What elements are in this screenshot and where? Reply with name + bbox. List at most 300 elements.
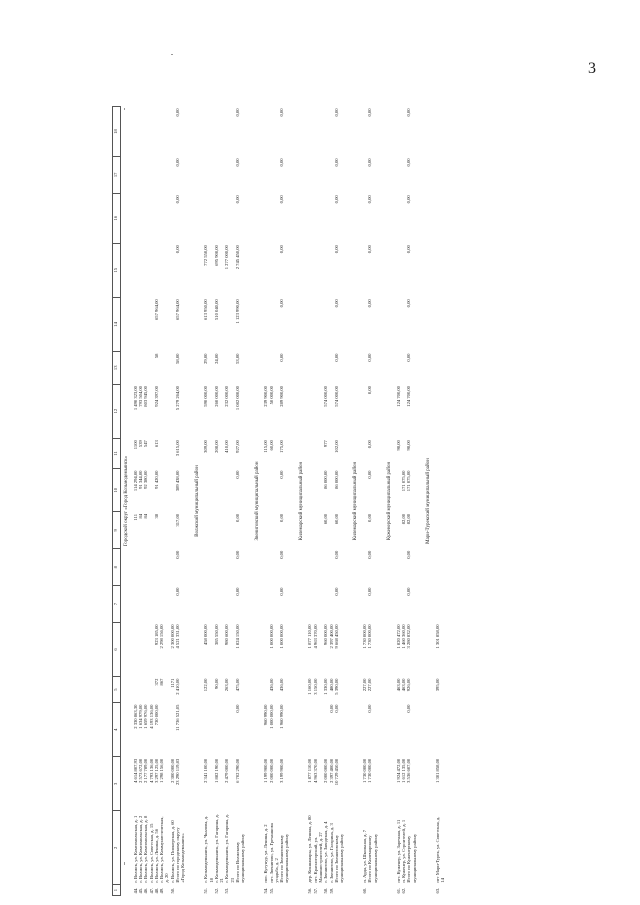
section-title: Звениговский муниципальный район (254, 461, 260, 541)
value-cell: 0,00 (406, 587, 412, 596)
value-cell (203, 193, 214, 243)
value-cell: 2 573 672,00 (138, 758, 144, 783)
value-cell (159, 193, 170, 243)
address-cell: г. Волжск, ул. Комсомольская, д. 8 (143, 815, 149, 883)
value-cell (313, 703, 324, 757)
value-cell: 82,00 (401, 513, 407, 525)
value-cell: 0,00 (175, 587, 180, 596)
table-row (435, 107, 446, 896)
value-cell (313, 243, 324, 297)
value-cell (203, 107, 214, 157)
value-cell (435, 469, 446, 512)
value-cell: 927,00 (235, 440, 240, 453)
value-cell: 0,00 (367, 550, 373, 559)
value-cell: 0,00 (333, 245, 339, 254)
value-cell: 0,00 (333, 550, 339, 559)
value-cell (214, 469, 225, 512)
value-cell: 1 730 000,00 (367, 758, 373, 783)
value-cell: 0,00 (406, 550, 412, 559)
value-cell (269, 193, 280, 243)
value-cell (269, 156, 280, 193)
value-cell (269, 469, 280, 512)
value-cell: 58 (153, 353, 159, 359)
value-cell: 0,00 (279, 195, 285, 204)
value-cell: 960 000,00 (323, 624, 329, 646)
value-cell (435, 107, 446, 157)
value-cell (269, 107, 280, 157)
value-cell: 0,00 (333, 587, 339, 596)
value-cell (224, 586, 235, 623)
value-cell (159, 243, 170, 297)
value-cell: 4 793 136,00 (148, 758, 154, 783)
column-number: 4 (113, 703, 121, 757)
value-cell: 0,00 (367, 470, 373, 479)
value-cell (435, 549, 446, 586)
value-cell: 239 900,00 (263, 386, 269, 407)
value-cell: 11 736 521,05 (175, 704, 180, 731)
value-cell: 0,00 (406, 245, 412, 254)
value-cell (203, 549, 214, 586)
value-cell (214, 549, 225, 586)
value-cell (203, 586, 214, 623)
value-cell: 1171 (169, 678, 175, 688)
address-cell: Итого по городскому округу «Город Козьмодемьянск» (175, 827, 186, 883)
value-cell: 574 000,00 (333, 386, 339, 407)
row-number (175, 885, 192, 896)
value-cell (435, 512, 446, 549)
value-cell: 2 000 000,00 (323, 758, 329, 783)
value-cell: 0,00 (235, 513, 240, 522)
value-cell: 389 438,00 (175, 470, 180, 492)
column-number: 12 (113, 384, 121, 438)
value-cell: 0,00 (333, 195, 339, 204)
value-cell (203, 512, 214, 549)
value-cell: 1 199 900,00 (263, 758, 269, 783)
value-cell: 463,00 (401, 678, 407, 692)
row-number: 57. (312, 887, 318, 894)
row-number: 54. (263, 887, 269, 894)
value-cell: 0,00 (367, 513, 373, 522)
value-cell: 0,00 (367, 386, 373, 395)
column-number: 11 (113, 438, 121, 468)
address-cell: г. Козьмодемьянск, ул. Гагарина, д. 21 (213, 814, 225, 883)
address-cell: пгт Мари-Турек, ул. Советская, д. 14 (434, 816, 445, 883)
address-cell: Итого по Волжскому муниципальному району (235, 833, 246, 883)
value-cell (269, 549, 280, 586)
value-cell: 3 536 607,00 (406, 758, 412, 783)
value-cell: 232 000,00 (224, 386, 230, 407)
value-cell: 2 330 863,30 (132, 704, 138, 729)
row-number (235, 885, 252, 896)
value-cell: 0,00 (235, 108, 240, 117)
value-cell: 1 301 858,00 (434, 624, 440, 649)
value-cell (224, 156, 235, 193)
value-cell: 0,00 (235, 550, 240, 559)
value-cell: 1 877 110,00 (307, 758, 313, 783)
value-cell: 0,00 (367, 704, 373, 713)
value-cell: 0,00 (175, 195, 180, 204)
value-cell (159, 549, 170, 586)
value-cell: 9 668 450,00 (333, 624, 339, 649)
value-cell: 1 000 000,00 (268, 704, 274, 729)
value-cell: 3 297 125,00 (153, 758, 159, 783)
value-cell: 10 729 450,00 (333, 758, 339, 786)
value-cell (435, 586, 446, 623)
value-cell: 124 700,00 (395, 386, 401, 407)
column-number: 1 (113, 885, 121, 896)
column-number: 17 (113, 156, 121, 193)
address-cell: г. Волжск, ул. Советская, д. 15 (148, 823, 154, 883)
value-cell: 0,00 (279, 299, 285, 308)
value-cell: 114 294,00 (132, 470, 138, 492)
address-cell: дер. Кокшамары, ул. Ленина, д. 80 (307, 815, 313, 883)
section-title: Волжский муниципальный район (194, 465, 200, 537)
address-cell: Итого по Звениговскому муниципальному району (279, 833, 290, 883)
section-header-row (350, 107, 362, 896)
value-cell: 1 460 360,00 (401, 624, 407, 649)
value-cell: 1 730 000,00 (362, 758, 368, 783)
value-cell: 0,00 (175, 108, 180, 117)
value-cell: 171 075,00 (406, 470, 412, 492)
table-row (313, 107, 324, 896)
table-row (159, 107, 170, 896)
column-number: 3 (113, 757, 121, 811)
value-cell: 0,00 (367, 587, 373, 596)
value-cell: 1 301 858,00 (434, 758, 440, 783)
value-cell: 92 380,00 (143, 470, 149, 489)
value-cell: 2 000 000,00 (268, 758, 274, 783)
value-cell: 574 000,00 (323, 386, 329, 407)
value-cell (313, 193, 324, 243)
row-number: 61. (395, 887, 401, 894)
column-number: 9 (113, 512, 121, 549)
value-cell: 4 963 370,00 (312, 624, 318, 649)
value-cell (224, 512, 235, 549)
row-number (279, 885, 296, 896)
value-cell: 82,00 (406, 513, 412, 525)
value-cell: 86 000,00 (323, 470, 329, 489)
value-cell: 227,00 (362, 678, 368, 692)
value-cell: 0,00 (235, 470, 240, 479)
value-cell (214, 156, 225, 193)
value-cell: 111 (132, 513, 138, 521)
value-cell (214, 703, 225, 757)
value-cell (159, 156, 170, 193)
value-cell: 171 075,00 (401, 470, 407, 492)
value-cell: 1 882 190,00 (213, 758, 219, 783)
column-number: 13 (113, 352, 121, 385)
row-number: 51. (203, 887, 209, 894)
section-title: Килемарский муниципальный район (353, 461, 359, 541)
value-cell: 260 000,00 (213, 386, 219, 407)
value-cell: 1 000 000,00 (268, 624, 274, 649)
value-cell: 2 298 156,00 (159, 624, 165, 649)
value-cell (214, 193, 225, 243)
value-cell: 1 960 990,00 (279, 704, 285, 729)
section-title: Килемарский муниципальный район (298, 461, 304, 541)
value-cell: 3 150,00 (312, 678, 318, 695)
value-cell: 1 877 110,00 (307, 624, 313, 649)
value-cell (224, 193, 235, 243)
value-cell (435, 352, 446, 385)
address-cell: г. Волжск, ул. Коммунистическая, д. 20 (159, 816, 170, 883)
row-number: 49. (159, 887, 165, 894)
section-title: Мари-Турекский муниципальный район (425, 458, 431, 544)
value-cell (435, 193, 446, 243)
column-number: 10 (113, 469, 121, 512)
value-cell: 60,00 (333, 513, 339, 525)
column-number: 7 (113, 586, 121, 623)
total-row (175, 107, 192, 896)
value-cell (159, 107, 170, 157)
value-cell (269, 243, 280, 297)
value-cell (313, 352, 324, 385)
value-cell (269, 297, 280, 351)
value-cell: 0,00 (235, 704, 240, 713)
value-cell: 475,00 (235, 678, 240, 692)
value-cell: 50 000,00 (268, 386, 274, 405)
address-cell: Итого по Звениговскому муниципальному району (333, 833, 345, 883)
value-cell: 90,00 (213, 678, 219, 689)
value-cell (269, 352, 280, 385)
value-cell: 436,00 (268, 678, 274, 692)
section-header-row (121, 107, 133, 896)
value-cell: 480,00 (328, 678, 334, 692)
value-cell: 0,00 (367, 353, 373, 362)
address-cell: Итого по Куженерскому муниципальному району (406, 833, 417, 883)
value-cell: 0,00 (279, 353, 285, 362)
value-cell: 0,00 (328, 704, 334, 713)
value-cell: 29,00 (203, 353, 209, 364)
column-number: 15 (113, 243, 121, 297)
value-cell: 1 123 990,00 (235, 299, 240, 324)
value-cell (203, 703, 214, 757)
row-number: 48. (153, 887, 159, 894)
value-cell (203, 469, 214, 512)
row-number (406, 885, 423, 896)
row-number: 60. (362, 887, 368, 894)
value-cell: 4 193 136,00 (148, 704, 154, 729)
value-cell: 977 (323, 440, 329, 448)
table-row (214, 107, 225, 896)
value-cell (159, 297, 170, 351)
value-cell: 1 330,00 (323, 678, 329, 695)
value-cell: 0,00 (175, 245, 180, 254)
table-row (203, 107, 214, 896)
value-cell: 53,00 (235, 353, 240, 364)
address-cell: г. Звенигово, ул. Заводская, д. 4 (323, 821, 329, 883)
value-cell: 1 820 472,00 (395, 624, 401, 649)
value-cell: 60,00 (268, 440, 274, 451)
value-cell: 3 280 832,00 (406, 624, 412, 649)
value-cell: 3 615,00 (175, 440, 180, 457)
value-cell: 436,00 (279, 678, 285, 692)
value-cell: 0,00 (279, 513, 285, 522)
value-cell (313, 549, 324, 586)
value-cell: 1 924 472,00 (395, 758, 401, 783)
value-cell (203, 156, 214, 193)
value-cell: 1 082 000,00 (235, 386, 240, 411)
value-cell: 695 900,00 (213, 245, 219, 266)
column-number-row (113, 107, 121, 896)
value-cell: 60,00 (323, 513, 329, 525)
value-cell: 0,00 (367, 195, 373, 204)
rotated-table-container (112, 106, 492, 896)
value-cell: 2 745 450,00 (235, 245, 240, 270)
value-cell: 122,00 (203, 678, 209, 692)
value-cell: 2 300 000,00 (169, 624, 175, 649)
value-cell: 4 963 370,00 (312, 758, 318, 783)
page-number: 3 (588, 60, 596, 77)
value-cell: 0,00 (406, 158, 412, 167)
address-cell: г. Волжск, ул. Ленина, д. 56 (153, 829, 159, 883)
value-cell: 1 160,00 (307, 678, 313, 695)
value-cell: 772 550,00 (203, 245, 209, 266)
value-cell (159, 703, 170, 757)
value-cell: 657 964,00 (153, 299, 159, 320)
value-cell: 0,00 (333, 353, 339, 362)
column-number: 5 (113, 677, 121, 703)
value-cell: 657 964,00 (175, 299, 180, 320)
value-cell (224, 469, 235, 512)
total-row (279, 107, 296, 896)
total-row (235, 107, 252, 896)
value-cell: 0,00 (406, 704, 412, 713)
total-row (406, 107, 423, 896)
total-row (367, 107, 384, 896)
value-cell: 0,00 (235, 587, 240, 596)
value-cell: 793 504,00 (138, 386, 144, 407)
value-cell: 24,00 (213, 353, 219, 364)
value-cell: 115,00 (263, 440, 269, 453)
table-body (121, 107, 446, 896)
value-cell: 23 290 119,83 (175, 758, 180, 786)
address-cell: г. Волжск, ул. Пионерская, д. 60 (169, 820, 175, 883)
value-cell: 803 945,00 (143, 386, 149, 407)
value-cell: 86 000,00 (333, 470, 339, 489)
value-cell (159, 384, 170, 438)
row-number (334, 885, 351, 896)
value-cell (269, 586, 280, 623)
capital-repair-table (112, 106, 445, 896)
value-cell (224, 703, 235, 757)
value-cell: 1 659 976,00 (143, 704, 149, 729)
value-cell: 5 390,00 (333, 678, 339, 695)
value-cell (269, 512, 280, 549)
value-cell: 867 (159, 678, 165, 686)
row-number: 46. (143, 887, 149, 894)
value-cell: 0,00 (235, 158, 240, 167)
value-cell: 2 397 400,00 (328, 758, 334, 783)
row-number: 45. (138, 887, 144, 894)
value-cell: 980 600,00 (224, 624, 230, 646)
value-cell (214, 586, 225, 623)
row-number: 52. (213, 887, 219, 894)
value-cell: 0,00 (333, 704, 339, 713)
value-cell: 175,00 (279, 440, 285, 453)
value-cell: 2 397 400,00 (328, 624, 334, 649)
value-cell: 1 730 000,00 (362, 624, 368, 649)
value-cell: 98,00 (406, 440, 412, 451)
value-cell (159, 512, 170, 549)
value-cell: 0,00 (367, 108, 373, 117)
value-cell: 124 700,00 (406, 386, 412, 407)
row-number: 53. (224, 887, 230, 894)
row-number: 58. (323, 887, 329, 894)
value-cell: 98,00 (395, 440, 401, 451)
value-cell: 1 612 135,00 (401, 758, 407, 783)
value-cell (159, 469, 170, 512)
value-cell (224, 549, 235, 586)
value-cell: 0,00 (235, 195, 240, 204)
value-cell: 0,00 (406, 299, 412, 308)
value-cell: 410,00 (224, 440, 230, 453)
column-number: 6 (113, 622, 121, 676)
value-cell: 38 (153, 513, 159, 519)
value-cell: 1 730 000,00 (367, 624, 373, 649)
value-cell: 539 (138, 440, 144, 448)
section-title: Куженерский муниципальный район (387, 461, 393, 541)
section-header-row (384, 107, 396, 896)
value-cell: 208,00 (213, 440, 219, 453)
row-number: 55. (268, 887, 274, 894)
value-cell: 0,00 (333, 299, 339, 308)
value-cell: 2 300 000,00 (169, 758, 175, 783)
value-cell: 960 990,00 (263, 704, 269, 726)
value-cell: 1 000 000,00 (279, 624, 285, 649)
value-cell (313, 512, 324, 549)
column-number: 2 (113, 811, 121, 885)
value-cell (159, 352, 170, 385)
value-cell: 463,00 (395, 678, 401, 692)
value-cell: 0,00 (279, 550, 285, 559)
table-row (269, 107, 280, 896)
value-cell (214, 107, 225, 157)
row-number: 50. (169, 887, 175, 894)
address-cell: пгт. Куженер, ул. Заречная, д. 11 (395, 819, 401, 883)
value-cell: 2 410,00 (175, 678, 180, 695)
value-cell: 0,00 (367, 245, 373, 254)
value-cell: 590 000,00 (203, 386, 209, 407)
section-header-row (423, 107, 435, 896)
value-cell: 0,00 (367, 299, 373, 308)
row-number: 47. (148, 887, 154, 894)
value-cell: 91 344,00 (138, 470, 144, 489)
address-cell: г. Волжск, ул. Комсомольская, д. 2 (138, 815, 144, 883)
value-cell: 5 279 264,00 (175, 386, 180, 411)
value-cell (435, 384, 446, 438)
value-cell: 3 199 900,00 (279, 758, 285, 783)
address-cell: г. Звенигово, ул. Гагарина, д. 3 (328, 823, 334, 883)
value-cell: 0,00 (406, 353, 412, 362)
address-cell: г. Козьмодемьянск, ул. Гагарина, д. 23 (224, 814, 235, 883)
section-header-row (192, 107, 204, 896)
value-cell: 227,00 (367, 678, 373, 692)
value-cell (435, 156, 446, 193)
value-cell: 84 (138, 513, 144, 519)
table-row (224, 107, 235, 896)
address-cell: пос. Кугунур, ул. Ленина, д. 2 (263, 824, 269, 883)
value-cell: 0,00 (279, 108, 285, 117)
value-cell: 0,00 (333, 158, 339, 167)
value-cell: 1 490 323,00 (132, 386, 138, 411)
value-cell: 0,00 (367, 440, 373, 449)
value-cell: 0,00 (279, 158, 285, 167)
value-cell (224, 352, 235, 385)
value-cell: 0,00 (279, 587, 285, 596)
value-cell: 91 420,00 (153, 470, 159, 489)
value-cell: 923 185,00 (153, 624, 159, 646)
